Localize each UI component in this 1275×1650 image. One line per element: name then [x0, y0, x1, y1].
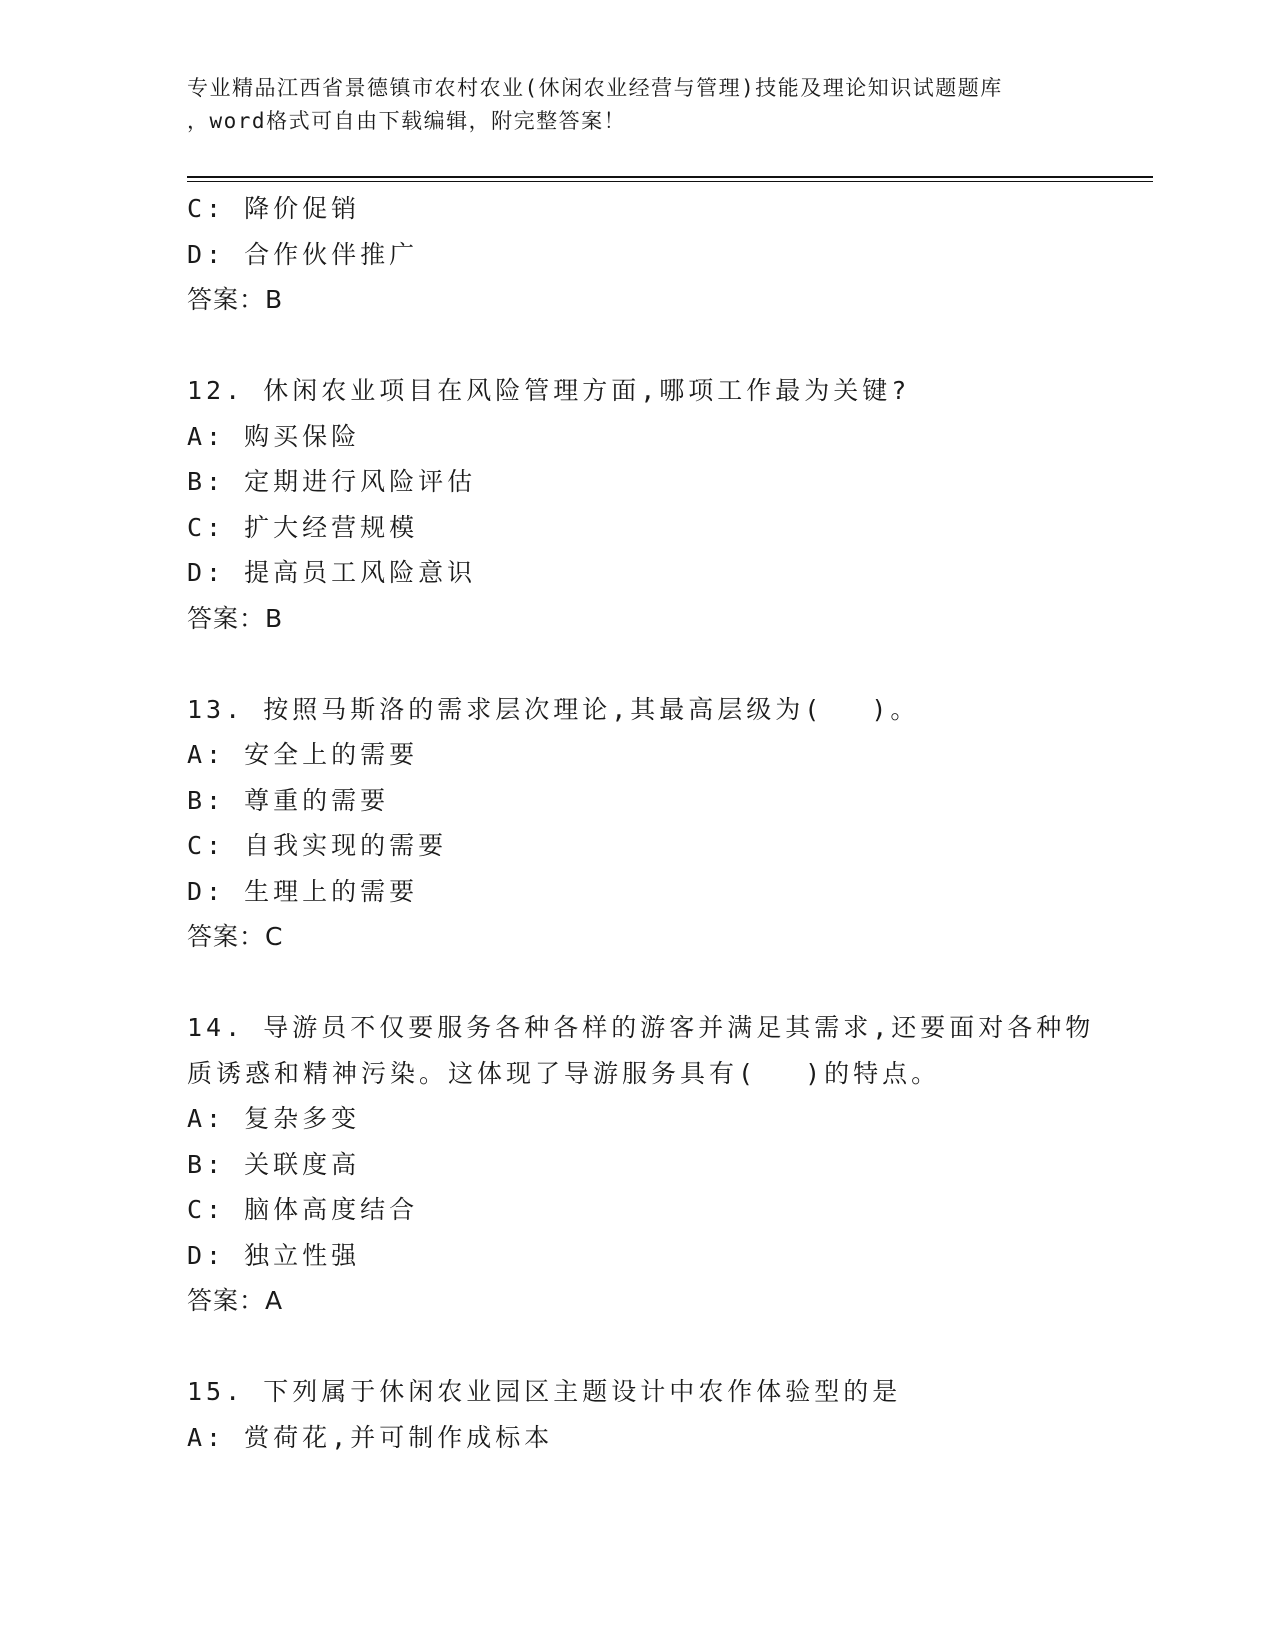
option-c: C: 自我实现的需要 — [187, 831, 448, 860]
option-c: C: 脑体高度结合 — [187, 1195, 419, 1224]
option-c: C: 降价促销 — [187, 194, 361, 223]
question-stem: 13. 按照马斯洛的需求层次理论,其最高层级为( )。 — [187, 694, 920, 724]
option-d: D: 提高员工风险意识 — [187, 558, 477, 587]
spacer — [187, 323, 1087, 369]
document-header — [187, 72, 1107, 138]
option-b: B: 尊重的需要 — [187, 785, 390, 815]
question-stem-continued: 质诱惑和精神污染。这体现了导游服务具有( )的特点。 — [187, 1058, 941, 1088]
spacer — [187, 960, 1087, 1006]
option-d: D: 合作伙伴推广 — [187, 239, 419, 269]
question-list — [187, 186, 1095, 1460]
question-stem: 14. 导游员不仅要服务各种各样的游客并满足其需求,还要面对各种物 — [187, 1013, 1095, 1042]
header-title-line-2: ，word格式可自由下载编辑，附完整答案！ — [187, 109, 627, 133]
option-a: A: 赏荷花,并可制作成标本 — [187, 1422, 554, 1452]
option-b: B: 定期进行风险评估 — [187, 467, 477, 496]
option-b: B: 关联度高 — [187, 1149, 361, 1179]
question-12 — [187, 368, 1087, 641]
header-rule-thin — [187, 181, 1153, 182]
question-stem: 12. 休闲农业项目在风险管理方面,哪项工作最为关键? — [187, 376, 911, 405]
option-d: D: 独立性强 — [187, 1240, 361, 1270]
answer-line: 答案：A — [187, 1286, 284, 1315]
answer-line: 答案：C — [187, 922, 284, 951]
question-13 — [187, 687, 1087, 960]
spacer — [187, 1324, 1087, 1370]
question-stem: 15. 下列属于休闲农业园区主题设计中农作体验型的是 — [187, 1377, 902, 1406]
answer-line: 答案：B — [187, 603, 284, 633]
question-14 — [187, 1005, 1095, 1324]
option-a: A: 复杂多变 — [187, 1104, 361, 1133]
answer-line: 答案：B — [187, 285, 284, 314]
option-a: A: 安全上的需要 — [187, 740, 419, 769]
option-d: D: 生理上的需要 — [187, 876, 419, 906]
header-rule-thick — [187, 176, 1153, 178]
spacer — [187, 641, 1087, 687]
question-15 — [187, 1369, 1087, 1460]
option-a: A: 购买保险 — [187, 421, 361, 451]
header-title-line-1: 专业精品江西省景德镇市农村农业(休闲农业经营与管理)技能及理论知识试题题库 — [187, 76, 1003, 100]
prev-question-block — [187, 186, 1087, 323]
option-c: C: 扩大经营规模 — [187, 512, 419, 542]
